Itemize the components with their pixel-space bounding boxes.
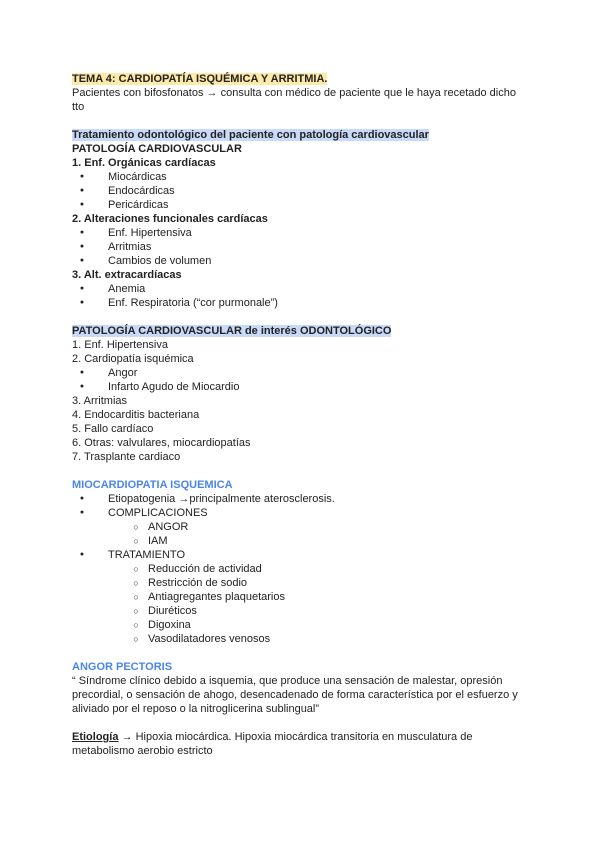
circle-bullet-icon: ○: [133, 620, 139, 630]
etiology-line-2: metabolismo aerobio estricto: [72, 745, 213, 757]
numbered-item: 7. Trasplante cardiaco: [72, 451, 181, 463]
list-item: ● Pericárdicas: [72, 198, 532, 212]
list-item: ● Cambios de volumen: [72, 254, 532, 268]
etiology-line: Etiología → Hipoxia miocárdica. Hipoxia miocárdica transitoria en musculatura de: [72, 731, 473, 743]
sub-list-item: ○ Digoxina: [72, 618, 532, 632]
sub-list-item: ○ Diuréticos: [72, 604, 532, 618]
circle-bullet-icon: ○: [133, 592, 139, 602]
bullet-icon: ●: [79, 383, 85, 390]
group-title-1: 1. Enf. Orgánicas cardíacas: [72, 157, 216, 169]
list-item: ● COMPLICACIONES: [72, 506, 532, 520]
intro-line-1: Pacientes con bifosfonatos → consulta con médico de paciente que le haya recetado dicho: [72, 87, 516, 99]
bullet-icon: ●: [79, 187, 85, 194]
bullet-icon: ●: [79, 551, 85, 558]
bullet-icon: ●: [79, 495, 85, 502]
bullet-icon: ●: [79, 299, 85, 306]
list-item: ● TRATAMIENTO: [72, 548, 532, 562]
list-item: ● Infarto Agudo de Miocardio: [72, 380, 532, 394]
numbered-item: 5. Fallo cardíaco: [72, 423, 154, 435]
group-title-2: 2. Alteraciones funcionales cardíacas: [72, 213, 268, 225]
doc-title: TEMA 4: CARDIOPATÍA ISQUÉMICA Y ARRITMIA.: [72, 73, 328, 85]
quote-line: “ Síndrome clínico debido a isquemia, que produce una sensación de malestar, opresión: [72, 675, 503, 687]
section-heading-treatment: Tratamiento odontológico del paciente con patología cardiovascular: [72, 129, 429, 141]
circle-bullet-icon: ○: [133, 564, 139, 574]
circle-bullet-icon: ○: [133, 522, 139, 532]
intro-line-2: tto: [72, 101, 85, 113]
quote-line: precordial, o sensación de ahogo, desencadenado de forma característica por el esfuerzo y: [72, 689, 518, 701]
list-item: ● Enf. Hipertensiva: [72, 226, 532, 240]
bullet-icon: ●: [79, 285, 85, 292]
bullet-icon: ●: [79, 369, 85, 376]
section-heading-myocardiopathy: MIOCARDIOPATIA ISQUEMICA: [72, 479, 233, 491]
list-item: ● Enf. Respiratoria (“cor purmonale”): [72, 296, 532, 310]
bullet-icon: ●: [79, 201, 85, 208]
document-page: [72, 72, 532, 758]
list-item: ● Arritmias: [72, 240, 532, 254]
numbered-item: 1. Enf. Hipertensiva: [72, 339, 168, 351]
bullet-icon: ●: [79, 509, 85, 516]
numbered-item: 4. Endocarditis bacteriana: [72, 409, 200, 421]
list-item: ● Etiopatogenia →principalmente aterosclerosis.: [72, 492, 532, 506]
section-heading-angor: ANGOR PECTORIS: [72, 661, 173, 673]
circle-bullet-icon: ○: [133, 606, 139, 616]
bullet-icon: ●: [79, 229, 85, 236]
list-item: ● Angor: [72, 366, 532, 380]
sub-list-item: ○ Restricción de sodio: [72, 576, 532, 590]
bullet-icon: ●: [79, 243, 85, 250]
section-subheading: PATOLOGÍA CARDIOVASCULAR: [72, 143, 242, 155]
sub-list-item: ○ Antiagregantes plaquetarios: [72, 590, 532, 604]
group-title-3: 3. Alt. extracardíacas: [72, 269, 182, 281]
circle-bullet-icon: ○: [133, 536, 139, 546]
section-heading-odontology: PATOLOGÍA CARDIOVASCULAR de interés ODONTOLÓGICO: [72, 325, 392, 337]
etiology-label: Etiología: [72, 731, 119, 743]
sub-list-item: ○ IAM: [72, 534, 532, 548]
list-item: ● Endocárdicas: [72, 184, 532, 198]
sub-list-item: ○ Reducción de actividad: [72, 562, 532, 576]
numbered-item: 3. Arritmias: [72, 395, 128, 407]
numbered-item: 2. Cardiopatía isquémica: [72, 353, 194, 365]
list-item: ● Miocárdicas: [72, 170, 532, 184]
quote-line: aliviado por el reposo o la nitroglicerina sublingual”: [72, 703, 320, 715]
bullet-icon: ●: [79, 173, 85, 180]
list-item: ● Anemia: [72, 282, 532, 296]
circle-bullet-icon: ○: [133, 578, 139, 588]
bullet-icon: ●: [79, 257, 85, 264]
circle-bullet-icon: ○: [133, 634, 139, 644]
sub-list-item: ○ ANGOR: [72, 520, 532, 534]
sub-list-item: ○ Vasodilatadores venosos: [72, 632, 532, 646]
numbered-item: 6. Otras: valvulares, miocardiopatías: [72, 437, 251, 449]
